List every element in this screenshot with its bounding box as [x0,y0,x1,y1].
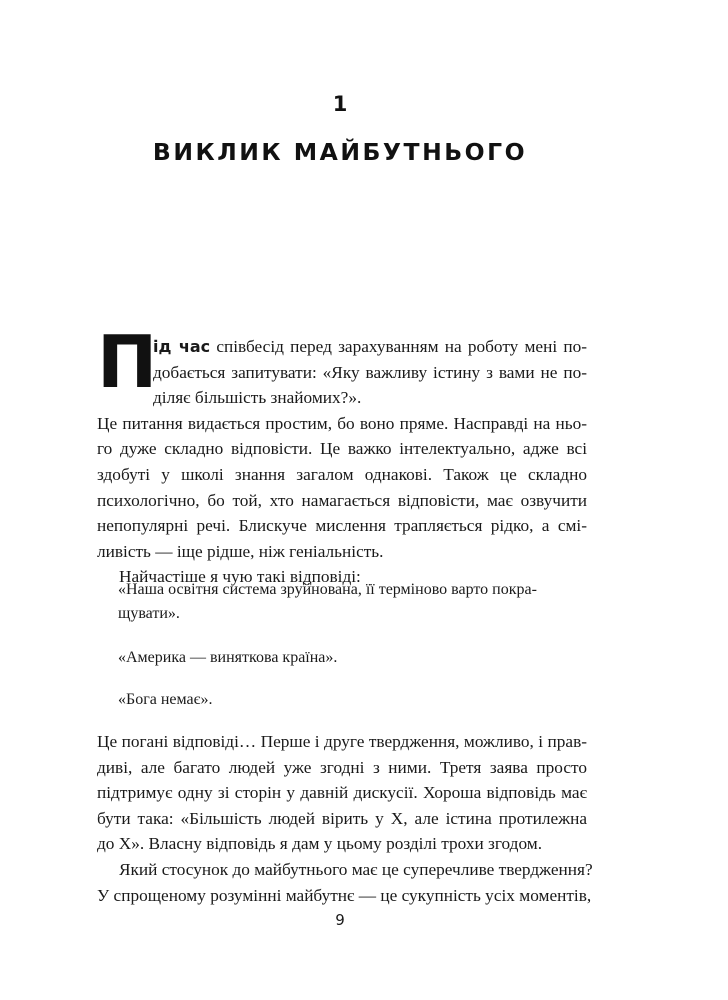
text-line: непопулярні речі. Блискуче мислення трапляється рідко, а смі- [97,516,587,536]
quote-line: «Бога немає». [118,691,213,708]
text-line: Найчастіше я чую такі відповіді: [119,567,361,587]
text-line: до X». Власну відповідь я дам у цьому розділі трохи згодом. [97,834,543,854]
paragraph-1 [97,320,587,590]
text-line: го дуже складно відповісти. Це важко інтелектуально, адже всі [97,439,587,459]
text-line: підтримує одну зі сторін у давній дискусії. Хороша відповідь має [97,783,587,803]
text-line: ід час співбесід перед зарахуванням на роботу мені по- [153,337,587,356]
quote-line: щувати». [118,605,180,622]
quote-2 [118,646,568,670]
page-number: 9 [335,911,345,929]
text-line: здобуті у школі знання загалом однакові. Також це складно [97,464,587,484]
text-line: добається запитувати: «Яку важливу істину з вами не по- [153,362,587,382]
drop-cap-block [97,320,587,411]
lead-in: ід час [153,337,211,356]
text-line: Це погані відповіді… Перше і друге твердження, можливо, і прав- [97,732,587,751]
text-line: діляє більшість знайомих?». [153,388,362,408]
text-line: Який стосунок до майбутнього має це суперечливе твердження? [119,859,593,879]
quote-line: «Америка — виняткова країна». [118,649,338,666]
chapter-title: ВИКЛИК МАЙБУТНЬОГО [152,138,528,166]
text-line: У спрощеному розумінні майбутнє — це сукупність усіх моментів, [97,885,592,905]
text-line: бути така: «Більшість людей вірить у X, але істина протилежна [97,808,587,828]
quote-line: «Наша освітня система зруйнована, її терміново варто покра- [118,581,537,598]
text-line: ливість — іще рідше, ніж геніальність. [97,541,384,561]
quote-1 [118,578,568,626]
quote-3 [118,688,568,712]
drop-cap: П [97,320,158,404]
text-line: диві, але багато людей уже згодні з ними. Третя заява просто [97,757,587,777]
paragraph-3 [97,729,593,908]
text-line: Це питання видається простим, бо воно пряме. Насправді на ньо- [97,413,587,433]
chapter-number: 1 [332,92,348,116]
text-line: психологічно, бо той, хто намагається відповісти, має озвучити [97,490,587,510]
